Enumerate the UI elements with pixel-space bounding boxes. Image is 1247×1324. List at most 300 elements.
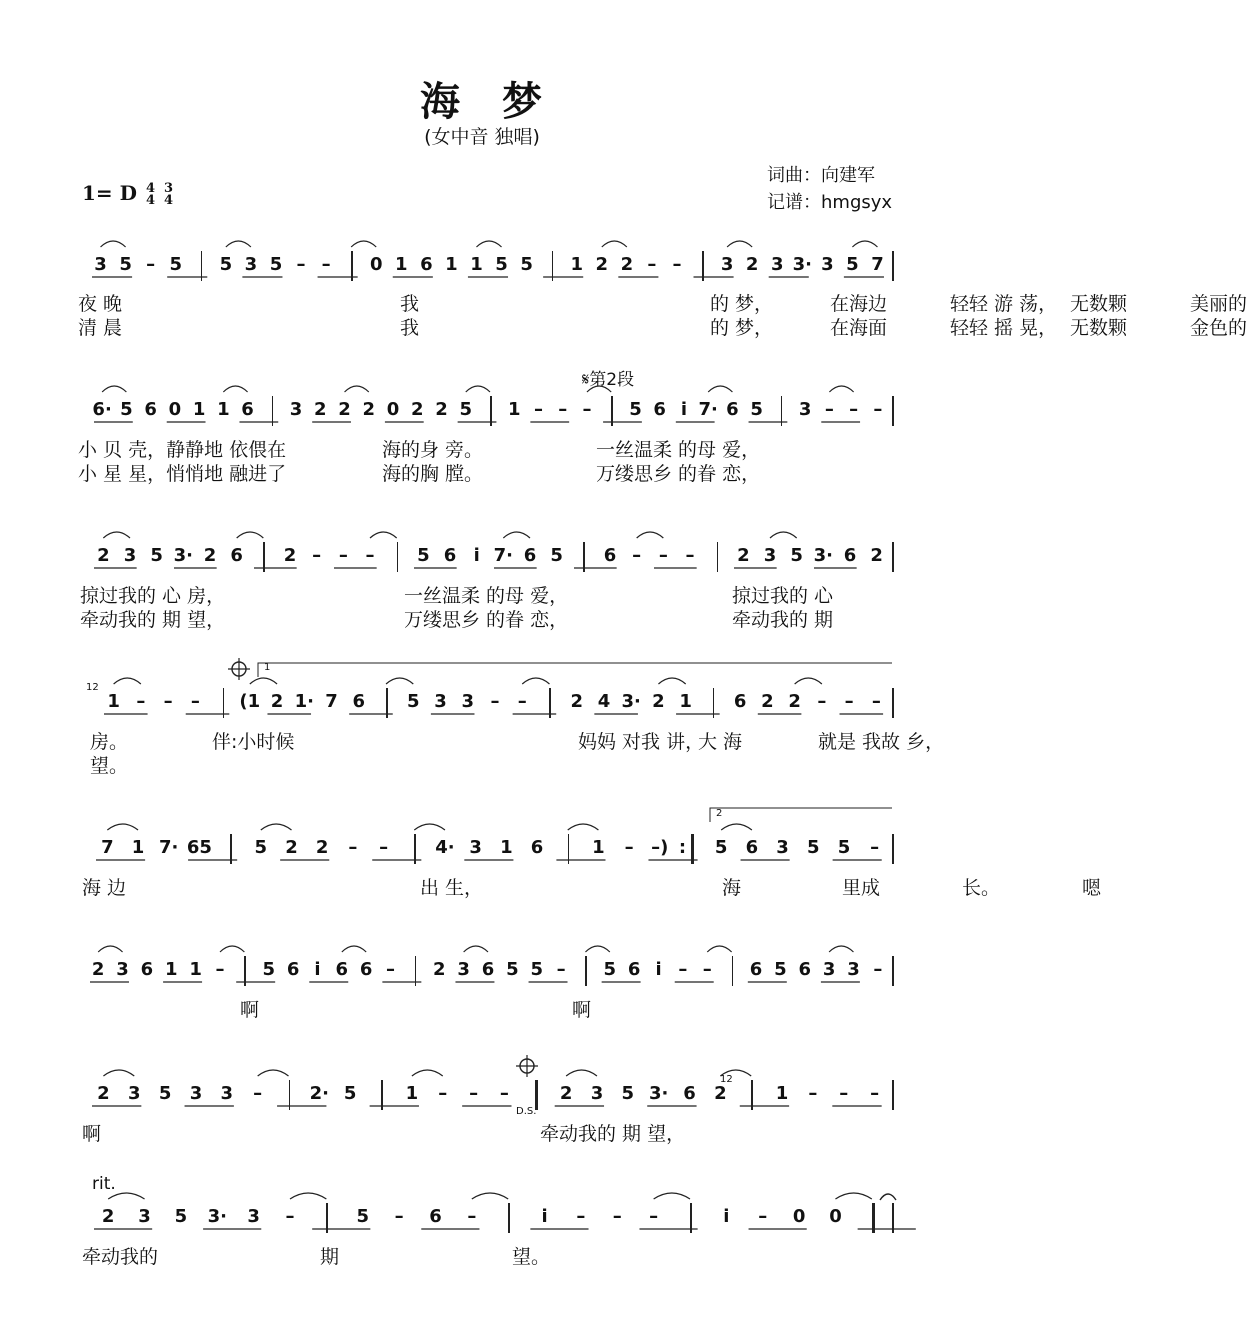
note: 1 [107, 691, 120, 712]
lyric-line-1: 掠过我的 心 房， [80, 585, 226, 607]
note: – [348, 837, 358, 858]
slur [829, 946, 853, 952]
note: 5 [407, 691, 420, 712]
note: (1 [239, 691, 261, 712]
note: – [533, 399, 543, 420]
note: 1· [294, 691, 314, 712]
measure-number: 12 [720, 1074, 733, 1085]
note: 4· [435, 837, 455, 858]
slur [720, 1070, 751, 1076]
note: 6 [335, 959, 349, 980]
repeat-sign: : [678, 837, 687, 858]
slur [250, 678, 277, 684]
note: – [558, 399, 568, 420]
slur [654, 1193, 690, 1199]
slur [98, 946, 122, 952]
lyric-line-1: 伴:小时候 [212, 731, 295, 753]
note: 3· [621, 691, 641, 712]
note: – [517, 691, 527, 712]
title-char-2: 梦 [502, 78, 544, 125]
note: 7 [325, 691, 338, 712]
lyric-line-1: 啊 [82, 1123, 102, 1145]
note: 3 [847, 959, 860, 980]
note: – [312, 545, 322, 566]
note: 3 [469, 837, 482, 858]
note: 65 [186, 837, 212, 858]
lyric-line-1: 的 梦， [710, 293, 774, 315]
lyric-line-2: 万缕思乡 的眷 恋， [596, 463, 761, 485]
note: – [467, 1206, 477, 1227]
slur [114, 678, 141, 684]
note: 1 [165, 959, 178, 980]
slur [464, 946, 488, 952]
note: 6 [798, 959, 811, 980]
note: 1 [592, 837, 605, 858]
slur [522, 678, 549, 684]
lyric-line-2: 望。 [90, 755, 129, 777]
note: 5 [269, 254, 283, 275]
note: – [499, 1083, 509, 1104]
note: 1 [775, 1083, 789, 1104]
note: 2 [435, 399, 448, 420]
note: 1 [470, 254, 483, 275]
note: 5 [506, 959, 519, 980]
note: 3 [289, 399, 303, 420]
note: 2 [315, 837, 329, 858]
note: – [702, 959, 712, 980]
note: – [163, 691, 173, 712]
slur [290, 1193, 326, 1199]
note: 3 [822, 959, 836, 980]
note: – [849, 399, 859, 420]
lyric-line-1: 长。 [962, 877, 1001, 899]
lyric-line-2: 清 晨 [78, 317, 123, 339]
note: 6 [843, 545, 857, 566]
slur [226, 241, 251, 247]
lyric-line-2: 我 [400, 317, 420, 339]
note: – [624, 837, 634, 858]
note: 3 [247, 1206, 260, 1227]
note: 5 [750, 399, 763, 420]
note: 2 [595, 254, 609, 275]
slur [258, 1070, 289, 1076]
slur [220, 946, 244, 952]
lyric-line-1: 啊 [572, 999, 592, 1021]
note: – [576, 1206, 586, 1227]
note: 5 [790, 545, 803, 566]
note: 1 [395, 254, 408, 275]
lyric-line-1: 海 边 [82, 877, 127, 899]
note: 7· [698, 399, 718, 420]
slur [351, 241, 376, 247]
note: i [680, 399, 688, 420]
volta-bracket [258, 663, 892, 677]
lyric-line-1: 在海边 [830, 293, 888, 315]
note: – [582, 399, 592, 420]
slur [707, 946, 731, 952]
lyric-line-1: 妈妈 对我 讲， [578, 731, 705, 753]
note: 2 [761, 691, 774, 712]
slur [566, 1070, 597, 1076]
note: – [215, 959, 225, 980]
note: 2 [737, 545, 750, 566]
note: i [723, 1206, 730, 1227]
note: 3 [763, 545, 777, 566]
note: – [190, 691, 200, 712]
lyric-line-1: 无数颗 [1070, 293, 1128, 315]
note: 2 [270, 691, 284, 712]
note: 3 [461, 691, 475, 712]
note: – [136, 691, 146, 712]
note: 5 [530, 959, 543, 980]
lyric-line-1: 夜 晚 [78, 293, 123, 315]
note: 7· [159, 837, 179, 858]
note: i [655, 959, 662, 980]
note: 5 [343, 1083, 357, 1104]
note: 2· [309, 1083, 330, 1104]
slur [414, 824, 445, 830]
note: 3 [770, 254, 784, 275]
note: – [647, 254, 657, 275]
note: – [817, 691, 827, 712]
volta-2-label: 2 [716, 808, 723, 819]
note: 2 [559, 1083, 573, 1104]
note: 0 [369, 254, 383, 275]
key-label: 1= D [82, 181, 137, 205]
note: 2 [285, 837, 298, 858]
note: – [649, 1206, 659, 1227]
volta-bracket [710, 808, 892, 822]
note: – [438, 1083, 448, 1104]
note: 5 [495, 254, 508, 275]
note: 3 [457, 959, 470, 980]
note: – [672, 254, 682, 275]
note: 1 [131, 837, 145, 858]
note: – [253, 1083, 263, 1104]
lyric-line-1: 海的身 旁。 [382, 439, 484, 461]
notation-credit: 记谱：hmgsyx [767, 192, 893, 213]
note: 2 [870, 545, 883, 566]
note: i [541, 1206, 548, 1227]
note: 3 [116, 959, 129, 980]
note: 5 [262, 959, 275, 980]
note: 2 [714, 1083, 727, 1104]
note: 5 [550, 545, 563, 566]
lyric-line-1: 一丝温柔 的母 爱， [596, 439, 761, 461]
note: 1 [217, 399, 230, 420]
note: 3 [776, 837, 789, 858]
lyric-line-1: 嗯 [1082, 877, 1102, 899]
note: – [685, 545, 695, 566]
lyric-line-1: 小 贝 壳，静静地 依偎在 [78, 439, 287, 461]
slur [107, 824, 138, 830]
note: 1 [679, 691, 692, 712]
note: – [871, 691, 881, 712]
lyric-line-1: 掠过我的 心 [732, 585, 834, 607]
note: 6 [241, 399, 254, 420]
slur [412, 1070, 443, 1076]
note: 6 [653, 399, 666, 420]
time-signature-2: 3 4 [163, 180, 174, 208]
lyric-line-1: 美丽的 [1190, 293, 1247, 315]
time-signature-1: 4 4 [145, 180, 155, 208]
lyric-line-1: 轻轻 游 荡， [950, 293, 1058, 315]
slur [587, 386, 611, 392]
note: 5 [621, 1083, 635, 1104]
slur [658, 678, 685, 684]
note: 3· [792, 254, 812, 275]
note: 5 [174, 1206, 188, 1227]
note: – [824, 399, 834, 420]
note: – [870, 837, 880, 858]
lyric-line-2: 无数颗 [1070, 317, 1128, 339]
note: – [146, 254, 156, 275]
note: 2 [91, 959, 105, 980]
note: – [873, 959, 883, 980]
note: – [873, 399, 883, 420]
note: 3· [207, 1206, 227, 1227]
note: 5 [603, 959, 617, 980]
note: – [658, 545, 668, 566]
note: – [758, 1206, 768, 1227]
note: 2 [788, 691, 801, 712]
slur [108, 1193, 144, 1199]
lyric-line-2: 牵动我的 期 [732, 609, 834, 631]
slur [345, 386, 369, 392]
slur [795, 678, 822, 684]
note: 1 [192, 399, 206, 420]
note: 0 [792, 1206, 806, 1227]
note: 2 [652, 691, 665, 712]
note: 6 [140, 959, 154, 980]
note: 3 [590, 1083, 604, 1104]
segno-part2-mark: 𝄋第2段 [582, 370, 635, 390]
note: 6 [749, 959, 763, 980]
note: 5 [629, 399, 642, 420]
note: 2 [411, 399, 424, 420]
title-char-1: 海 [420, 78, 462, 125]
slur [637, 532, 664, 538]
note: 6 [603, 545, 617, 566]
note: 1 [500, 837, 513, 858]
note: 2 [570, 691, 583, 712]
note: 3 [123, 545, 137, 566]
slur [342, 946, 366, 952]
note: 5 [254, 837, 268, 858]
lyric-line-2: 海的胸 膛。 [382, 463, 484, 485]
slur [386, 678, 413, 684]
song-subtitle: (女中音 独唱) [424, 126, 540, 148]
note: – [285, 1206, 295, 1227]
slur [476, 241, 501, 247]
note: 6 [530, 837, 544, 858]
lyric-line-1: 我 [400, 293, 420, 315]
note: 6 [627, 959, 641, 980]
note: 3 [434, 691, 447, 712]
note: 5 [459, 399, 473, 420]
note: – [839, 1083, 849, 1104]
note: 3 [94, 254, 107, 275]
slur [602, 241, 627, 247]
slur [708, 386, 732, 392]
note: 7 [101, 837, 114, 858]
note: 6 [420, 254, 433, 275]
note: 5 [807, 837, 820, 858]
lyric-line-1: 期 [320, 1246, 340, 1268]
note: 3· [648, 1083, 669, 1104]
note: –) [651, 837, 669, 858]
note: 6 [443, 545, 457, 566]
lyric-line-2: 牵动我的 期 望， [80, 609, 226, 631]
slur [103, 532, 130, 538]
note: – [338, 545, 348, 566]
note: 6 [230, 545, 243, 566]
note: 4 [597, 691, 611, 712]
note: 5 [219, 254, 233, 275]
lyric-line-2: 的 梦， [710, 317, 774, 339]
note: 5 [169, 254, 182, 275]
note: 6 [286, 959, 300, 980]
slur [237, 532, 264, 538]
lyric-line-1: 牵动我的 [82, 1246, 159, 1268]
note: – [386, 959, 396, 980]
note: 2 [433, 959, 446, 980]
note: – [469, 1083, 479, 1104]
note: 1 [570, 254, 583, 275]
note: – [678, 959, 688, 980]
note: 2 [620, 254, 634, 275]
note: 6 [745, 837, 759, 858]
slur [727, 241, 752, 247]
note: – [844, 691, 854, 712]
lyric-line-1: 里成 [842, 877, 881, 899]
lyric-line-2: 小 星 星，悄悄地 融进了 [78, 463, 287, 485]
note: 5 [158, 1083, 172, 1104]
note: 0 [829, 1206, 842, 1227]
note: 5 [417, 545, 430, 566]
note: – [556, 959, 566, 980]
note: 5 [120, 399, 133, 420]
note: 2 [314, 399, 327, 420]
note: 6 [726, 399, 739, 420]
note: 1 [405, 1083, 419, 1104]
lyric-line-1: 牵动我的 期 望， [540, 1123, 686, 1145]
note: 7· [493, 545, 514, 566]
note: 5 [774, 959, 787, 980]
note: 2 [97, 545, 110, 566]
lyric-line-1: 出 生， [420, 877, 484, 899]
note: 6 [429, 1206, 442, 1227]
note: 2 [203, 545, 217, 566]
note: – [490, 691, 500, 712]
note: 3 [821, 254, 834, 275]
note: 2 [745, 254, 759, 275]
note: 5 [150, 545, 163, 566]
note: 3· [813, 545, 834, 566]
slur [585, 946, 609, 952]
note: 6 [683, 1083, 696, 1104]
note: 0 [168, 399, 182, 420]
lyric-line-1: 大 海 [698, 731, 743, 753]
note: 6 [352, 691, 366, 712]
note: 2 [283, 545, 297, 566]
note: 5 [846, 254, 859, 275]
note: 1 [507, 399, 521, 420]
note: 6 [144, 399, 157, 420]
note: 2 [101, 1206, 115, 1227]
note: – [365, 545, 375, 566]
note: 3 [720, 254, 734, 275]
lyric-line-1: 就是 我故 乡， [818, 731, 945, 753]
note: 6· [92, 399, 112, 420]
slur [103, 1070, 134, 1076]
measure-number: 12 [86, 682, 99, 693]
lyric-line-2: 轻轻 摇 晃， [950, 317, 1058, 339]
slur [852, 241, 877, 247]
note: – [296, 254, 306, 275]
slur [101, 241, 126, 247]
note: 5 [714, 837, 728, 858]
note: – [612, 1206, 622, 1227]
note: 5 [837, 837, 851, 858]
note: 6 [523, 545, 537, 566]
note: 3 [244, 254, 258, 275]
lyric-line-2: 金色的 [1190, 317, 1247, 339]
lyric-line-1: 房。 [90, 731, 129, 753]
note: 3 [128, 1083, 141, 1104]
note: i [314, 959, 321, 980]
note: 1 [445, 254, 458, 275]
note: 2 [338, 399, 351, 420]
note: 2 [362, 399, 376, 420]
note: 1 [189, 959, 202, 980]
note: 7 [871, 254, 884, 275]
note: 5 [356, 1206, 369, 1227]
slur [370, 532, 397, 538]
slur [770, 532, 797, 538]
note: 3 [220, 1083, 234, 1104]
rit-mark: rit. [92, 1174, 116, 1194]
slur [472, 1193, 508, 1199]
note: 2 [97, 1083, 110, 1104]
lyric-line-1: 一丝温柔 的母 爱， [404, 585, 569, 607]
note: 5 [119, 254, 132, 275]
note: 6 [481, 959, 495, 980]
slur [721, 824, 752, 830]
slur [568, 824, 599, 830]
note: 3 [138, 1206, 151, 1227]
note: – [808, 1083, 818, 1104]
slur [466, 386, 490, 392]
lyric-line-2: 在海面 [830, 317, 888, 339]
note: 6 [733, 691, 747, 712]
note: 3· [173, 545, 194, 566]
slur [223, 386, 247, 392]
note: i [473, 545, 480, 566]
note: – [321, 254, 331, 275]
fermata-icon [880, 1194, 896, 1200]
slur [261, 824, 292, 830]
note: 5 [520, 254, 533, 275]
note: 3 [189, 1083, 203, 1104]
note: – [394, 1206, 404, 1227]
lyric-line-1: 啊 [240, 999, 260, 1021]
composer-credit: 词曲：向建军 [767, 165, 875, 186]
note: 3 [798, 399, 812, 420]
note: 6 [359, 959, 373, 980]
slur [829, 386, 853, 392]
slur [503, 532, 530, 538]
